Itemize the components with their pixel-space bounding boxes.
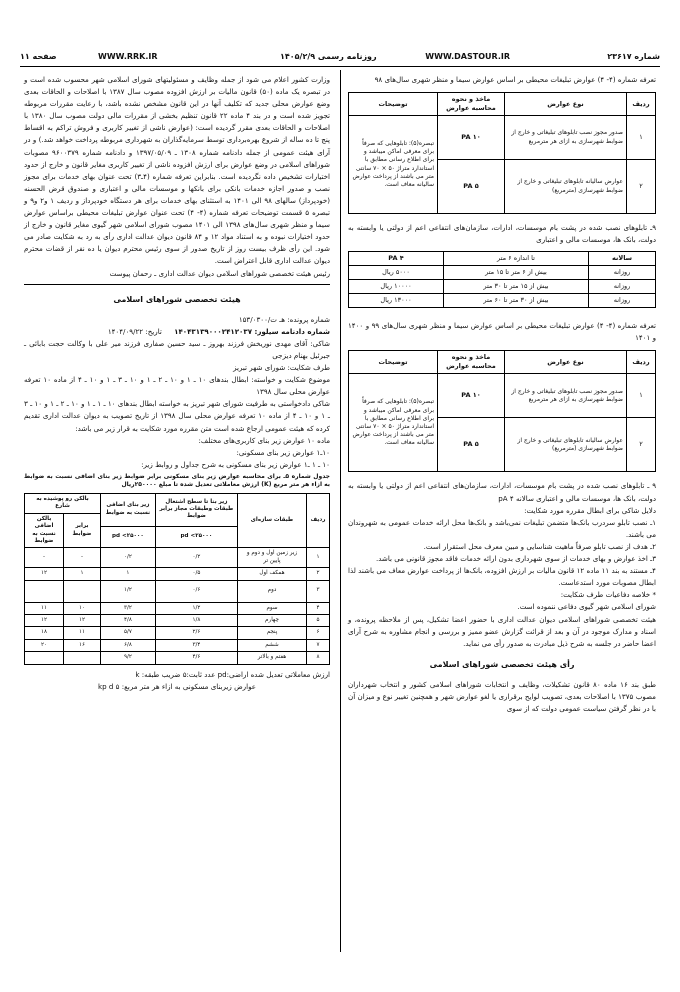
- rt-cell: بیش از ۳۰ متر تا ۶۰ متر: [444, 294, 589, 308]
- r-b: ۴/۸: [101, 614, 156, 626]
- tariff-table-99-1401: [348, 350, 656, 472]
- cell-type: عوارض سالیانه تابلوهای تبلیغاتی و خارج از ضوابط شهرسازی (مترمربع): [505, 418, 627, 472]
- r-f: چهارم: [238, 614, 307, 626]
- cell-note: تبصره(۵): تابلوهایی که صرفاً برای معرفی اماکن میباشد و برای اطلاع رسانی مطابق با استاندارد متراژ ۵۰ × ۷۰ سانتی متر می باشند از پرداخت عوارض سالیانه معاف است.: [349, 116, 438, 214]
- cell-type: صدور مجوز نصب تابلوهای تبلیغاتی و خارج از ضوابط شهرسازی به ازای هر مترمربع: [505, 116, 627, 160]
- r-a: ۰/۲: [155, 548, 237, 568]
- gazette-date: روزنامه رسمی ۱۴۰۵/۲/۹: [280, 52, 377, 61]
- rt-h0: سالانه: [589, 252, 656, 266]
- r-c2: [25, 652, 64, 664]
- cell-n: ۲: [627, 160, 656, 214]
- cell-n: ۱: [627, 116, 656, 160]
- respondent: طرف شکایت: شورای شهر تبریز: [233, 363, 330, 373]
- r-f: سوم: [238, 602, 307, 614]
- signature-line: رئیس هیئت تخصصی شوراهای اسلامی دیوان عدالت اداری ـ رحمان پیوست: [109, 268, 330, 278]
- reason-1: ۱ـ نصب تابلو سردرب بانک‌ها متضمن تبلیغات نمی‌باشد و بانک‌ها محل ارائه خدمات عمومی به شهروندان می باشند.: [348, 517, 656, 539]
- r-n: ۱: [307, 548, 330, 568]
- r-f: زیر زمین اول و دوم و پایین تر: [238, 548, 307, 568]
- th-floor: طبقات سازه‌ای: [238, 493, 307, 547]
- r-n: ۳: [307, 580, 330, 602]
- r-c1: ۱۶: [64, 639, 101, 651]
- r-c1: ۱۱: [64, 627, 101, 639]
- th-row: ردیف: [627, 351, 656, 374]
- th-note: توضیحات: [349, 93, 438, 116]
- r-c1: [64, 580, 101, 602]
- r-b: ۵/۷: [101, 627, 156, 639]
- rt-h1: تا اندازه ۶ متر: [444, 252, 589, 266]
- issue-number: شماره ۲۳۶۱۷: [607, 52, 660, 61]
- r-c2: ۱۱: [25, 602, 64, 614]
- body-3: ۱۰ـ۱ عوارض زیر بنای مسکونی:: [236, 447, 330, 457]
- table-caption: جدول شماره ۵ـ برای محاسبه عوارض زیر بنای مسکونی برابر ضوابط زیر بنای اضافی نسبت به ضوابط به ازاء هر متر مربع (K) ارزش معاملاتی تعدیل شده تا مبلغ ۲۵۰۰۰۰ریال: [24, 472, 330, 488]
- th-extra: زیر بنای اضافی نسبت به ضوابط: [101, 493, 156, 526]
- panel-statement: هیئت تخصصی شوراهای اسلامی دیوان عدالت اداری با حضور اعضا تشکیل، پس از ملاحظه پرونده، و اسناد و مدارک موجود در آن و بعد از قرائت گزارش عضو ممیز و بررسی و انجام مشاوره به شرح آرای اعضا حاضر در جلسه به شرح ذیل مبادرت به صدور رأی می نماید.: [348, 614, 656, 648]
- r-a: ۱/۸: [155, 614, 237, 626]
- reason-3: ۳ـ اخذ عوارض و بهای خدمات از سوی شهرداری بدون ارائه خدمات فاقد مجوز قانونی می باشد.: [375, 554, 656, 564]
- r-a: ۴/۶: [155, 652, 237, 664]
- r-b: ۰/۲: [101, 548, 156, 568]
- defense-heading: * خلاصه دفاعیات طرف شکایت:: [560, 590, 656, 600]
- ruling-text: طبق بند ۱۶ ماده ۸۰ قانون تشکیلات، وظایف و انتخابات شوراهای اسلامی کشور و انتخاب شهرداران مصوب ۱۳۷۵ با اصلاحات بعدی، تصویب لوایح برقراری یا لغو عوارض شهر و همچنین تغییر نوع و میزان آن با در نظر گرفتن سیاست عمومی دولت که از سوی: [348, 679, 656, 714]
- right-column: [348, 74, 656, 715]
- cell-n: ۲: [627, 418, 656, 472]
- cell-type: عوارض سالیانه تابلوهای تبلیغاتی و خارج از ضوابط شهرسازی (مترمربع): [505, 160, 627, 214]
- rt-cell: ۱۰۰۰۰ ریال: [349, 280, 444, 294]
- th-pd-1: pd <۲۵۰۰۰: [155, 526, 237, 548]
- divider: [24, 284, 330, 285]
- r-f: دوم: [238, 580, 307, 602]
- reason-4: ۴ـ مستند به بند ۱۱ ماده ۱۲ قانون مالیات بر ارزش افزوده، بانک‌ها از پرداخت عوارض معاف می باشند لذا ابطال مصوبات مورد استدعاست.: [348, 566, 656, 588]
- r-a: ۲/۶: [155, 627, 237, 639]
- tariff-title-99-1401: تعرفه شماره (۴- ۴) عوارض تبلیغات محیطی بر اساس عوارض سیما و منظر شهری سال‌های ۹۹ و ۱۴۰۰ و ۱۴۰۱: [348, 321, 656, 343]
- ruling-continuation: وزارت کشور اعلام می شود از جمله وظایف و مسئولیتهای شورای اسلامی شهر محسوب شده است و در تبصره یک ماده (۵۰) قانون مالیات بر ارزش افزوده مصوب سال ۱۳۸۷ با اصلاحات و الحاقات بعدی وضع عوارض محلی جدید که تکلیف آنها در این قانون مشخص نشده باشد، با رعایت مقررات مربوطه تجویز شده است و در بند ۴ ماده ۲۲ قانون تنظیم بخشی از مقررات مالی دولت مصوب سال ۱۳۸۰ با اصلاحات و الحاقات بعدی مقرر گردیده است: (عوارض ناشی از تغییر کاربری و فروش تراکم به اقساط پنج تا ده ساله از شروع بهره‌برداری توسط سرمایه‌گذاران به شهرداری مربوطه پرداخت خواهد شد.) و در آرای هیئت عمومی از جمله دادنامه شماره ۱۳۰۸ ـ ۱۳۹۷/۰۵/۰۹ و دادنامه شماره ۹۶۰۰۳۷۹ مصوبات شوراهای اسلامی در وضع عوارض برای ارزش افزوده ناشی از تغییر کاربری مغایر قانون و خارج از حدود اختیارات تشخیص داده نگردیده است. بنابراین تعرفه شماره (۴ـ۳) تحت عنوان بهای خدمات برای مجوز نصب و صدور اجازه خدمات بانکی برای بانکها و موسسات مالی و اعتباری و صندوق قرض الحسنه (خودپرداز) سالهای ۹۸ الی ۱۴۰۱ به استثنای بهای خدمات برای هر دستگاه خودپرداز و ردیف ۱ و۲ و۹ و تبصره ۵ قسمت توضیحات تعرفه شماره (۴- ۴) تحت عنوان عوارض تبلیغات محیطی براساس عوارض سیما و منظر شهری سال‌های ۱۳۹۸ الی ۱۴۰۱ مصوب شورای اسلامی شهر گیوی مغایر قانون و خارج از حدود اختیارات نبوده و به استناد مواد ۱۲ و ۸۴ قانون دیوان عدالت اداری رأی به رد به شکایت صادر می شود. این رأی ظرف بیست روز از تاریخ صدور از سوی رئیس محترم دیوان یا ده نفر از قضات محترم دیوان عدالت اداری قابل اعتراض است.: [24, 75, 331, 266]
- r-a: ۰/۵: [155, 568, 237, 580]
- th-note: توضیحات: [349, 351, 438, 374]
- r-f: هفتم و بالاتر: [238, 652, 307, 664]
- th-type: نوع عوارض: [505, 351, 627, 374]
- r-a: ۰/۶: [155, 580, 237, 602]
- th-pd-2: pd <۲۵۰۰۰: [101, 526, 156, 548]
- r-n: ۵: [307, 614, 330, 626]
- rt-cell: روزانه: [589, 294, 656, 308]
- r-n: ۶: [307, 627, 330, 639]
- r-c1: [64, 652, 101, 664]
- left-column: [24, 74, 330, 693]
- r-c2: ۱۸: [25, 627, 64, 639]
- body-1: شاکی دادخواستی به طرفیت شورای شهر تبریز به خواسته ابطال بندهای ۱۰ ـ ۱ ـ ۱ و ۱۰ ـ ۲ ـ ۱ و ۱۰ ـ ۳ ـ ۱ و ۱۰ ـ ۴ از ماده ۱۰ تعرفه عوارض محلی سال ۱۳۹۸ از تاریخ تصویب به دیوان عدالت اداری تقدیم کرده که هیئت عمومی ارجاع شده است متن مقرره مورد شکایت به قرار زیر می باشد:: [24, 399, 330, 433]
- site-link-rrk[interactable]: WWW.RRK.IR: [98, 52, 158, 61]
- r-c1: -: [64, 548, 101, 568]
- rooftop-table: [348, 251, 656, 308]
- r-f: ششم: [238, 639, 307, 651]
- th-calc: ماخذ و نحوه محاسبه عوارض: [438, 351, 505, 374]
- r-f: همکف اول: [238, 568, 307, 580]
- ruling-number-line: [24, 326, 330, 338]
- site-link-dastour[interactable]: WWW.DASTOUR.IR: [425, 52, 510, 61]
- page-header: [20, 52, 660, 67]
- complainant-reasons-heading: دلایل شاکی برای ابطال مقرره مورد شکایت:: [524, 505, 656, 515]
- cell-calc: ۵ PA: [438, 418, 505, 472]
- cell-n: ۱: [627, 374, 656, 418]
- body-2: ماده ۱۰ عوارض زیر بنای کاربری‌های مختلف:: [198, 435, 330, 445]
- cell-note: تبصره(۵): تابلوهایی که صرفاً برای معرفی اماکن میباشد و برای اطلاع رسانی مطابق با استاندارد متراژ ۵۰ × ۷۰ سانتی متر می باشند از پرداخت عوارض سالیانه معاف است.: [349, 374, 438, 472]
- th-type: نوع عوارض: [505, 93, 627, 116]
- tariff-table-98: [348, 92, 656, 214]
- r-n: ۸: [307, 652, 330, 664]
- tariff-title-98: تعرفه شماره (۴- ۴) عوارض تبلیغات محیطی بر اساس عوارض سیما و منظر شهری سال‌های ۹۸: [374, 75, 656, 84]
- ruling-title: رأی هیئت تخصصی شوراهای اسلامی: [429, 659, 575, 669]
- r-a: ۱/۲: [155, 602, 237, 614]
- th-balcony: بالکن رو پوشیده به شارع: [25, 493, 101, 513]
- r-a: ۳/۴: [155, 639, 237, 651]
- section-title: هیئت تخصصی شوراهای اسلامی: [113, 294, 241, 304]
- th-balcony-std: برابر ضوابط: [64, 513, 101, 548]
- reason-2: ۲ـ هدف از نصب تابلو صرفاً ماهیت شناسایی و مبین معرف محل استقرار است.: [423, 541, 656, 551]
- r-b: ۶/۸: [101, 639, 156, 651]
- r-b: ۱/۲: [101, 580, 156, 602]
- body-4: ۱۰ ـ ۱ ـ۱ عوارض زیر بنای مسکونی به شرح جداول و روابط زیر:: [141, 459, 330, 469]
- cell-calc: ۵ PA: [438, 160, 505, 214]
- r-c2: [25, 580, 64, 602]
- r-f: پنجم: [238, 627, 307, 639]
- rt-cell: ۵۰۰۰ ریال: [349, 266, 444, 280]
- rt-h2: ۴ PA: [349, 252, 444, 266]
- th-row: ردیف: [627, 93, 656, 116]
- th-row: ردیف: [307, 493, 330, 547]
- r-b: ۹/۲: [101, 652, 156, 664]
- page-number: صفحه ۱۱: [20, 52, 57, 61]
- cell-type: صدور مجوز نصب تابلوهای تبلیغاتی و خارج از ضوابط شهرسازی به ازای هر مترمربع: [505, 374, 627, 418]
- ruling-date: تاریخ: ۱۴۰۴/۰۹/۲۲: [107, 326, 162, 336]
- rt-cell: روزانه: [589, 266, 656, 280]
- formula: عوارض زیربنای مسکونی به ازاء هر متر مربع: ۵ kp d: [98, 681, 256, 691]
- rooftop-clause: ۹ـ تابلوهای نصب شده در پشت بام موسسات، ادارات، سازمان‌های انتفاعی اعم از دولتی یا وابسته به دولت، بانک ها، موسسات مالی و اعتباری: [348, 223, 656, 245]
- formula-legend: ارزش معاملاتی تعدیل شده اراضی:pd عدد ثابت:۵ ضریب طبقه: k: [135, 669, 330, 679]
- th-calc: ماخذ و نحوه محاسبه عوارض: [438, 93, 505, 116]
- rt-cell: ۱۳۰۰۰ ریال: [349, 294, 444, 308]
- complainant: شاکی: آقای مهدی نوریخش فرزند بهروز ـ سید حسین صفاری فرزند میر علی با وکالت حجت بابائی ـ جبرئیل بهنام دیزجی: [24, 338, 330, 360]
- defense-text: شورای اسلامی شهر گیوی دفاعی ننموده است.: [517, 602, 656, 612]
- subject: موضوع شکایت و خواسته: ابطال بندهای ۱۰ ـ ۱ و ۱۰ ـ ۲ ـ ۱ و ۱۰ ـ ۳ ـ ۱ و ۱۰ ـ ۴ از ماده ۱۰ تعرفه عوارض محلی سال ۱۳۹۸: [24, 375, 331, 397]
- ruling-number: شماره دادنامه سیلور: ۱۴۰۴۳۱۳۹۰۰۰۲۴۱۲۰۳۷: [174, 326, 330, 336]
- r-c2: ۲۰: [25, 639, 64, 651]
- rt-cell: بیش از ۱۵ متر تا ۳۰ متر: [444, 280, 589, 294]
- th-allowed: زیر بنا تا سطح اشتغال طبقات وطبقات مجاز برابر ضوابط: [155, 493, 237, 526]
- th-balcony-extra: بالکن اضافی نسبت به ضوابط: [25, 513, 64, 548]
- rooftop-clause-2: ۹ ـ تابلوهای نصب شده در پشت بام موسسات، ادارات، سازمان‌های انتفاعی اعم از دولتی یا وابسته به دولت، بانک ها، موسسات مالی و اعتباری سالانه ۴ pA: [348, 481, 656, 503]
- r-c1: ۱۰: [64, 602, 101, 614]
- r-c2: -: [25, 548, 64, 568]
- cell-calc: ۱۰ PA: [438, 374, 505, 418]
- r-n: ۷: [307, 639, 330, 651]
- r-c2: ۱۲: [25, 568, 64, 580]
- rt-cell: بیش از ۶ متر تا ۱۵ متر: [444, 266, 589, 280]
- r-b: ۱: [101, 568, 156, 580]
- residential-table: [24, 493, 330, 665]
- r-b: ۳/۲: [101, 602, 156, 614]
- r-c1: ۱: [64, 568, 101, 580]
- case-number: شماره پرونده: هـ ت/۱۵۳/۰۳۰۰: [238, 314, 330, 324]
- r-c1: ۱۲: [64, 614, 101, 626]
- r-n: ۲: [307, 568, 330, 580]
- rt-cell: روزانه: [589, 280, 656, 294]
- r-n: ۴: [307, 602, 330, 614]
- cell-calc: ۱۰ PA: [438, 116, 505, 160]
- column-divider: [340, 70, 341, 952]
- r-c2: ۱۲: [25, 614, 64, 626]
